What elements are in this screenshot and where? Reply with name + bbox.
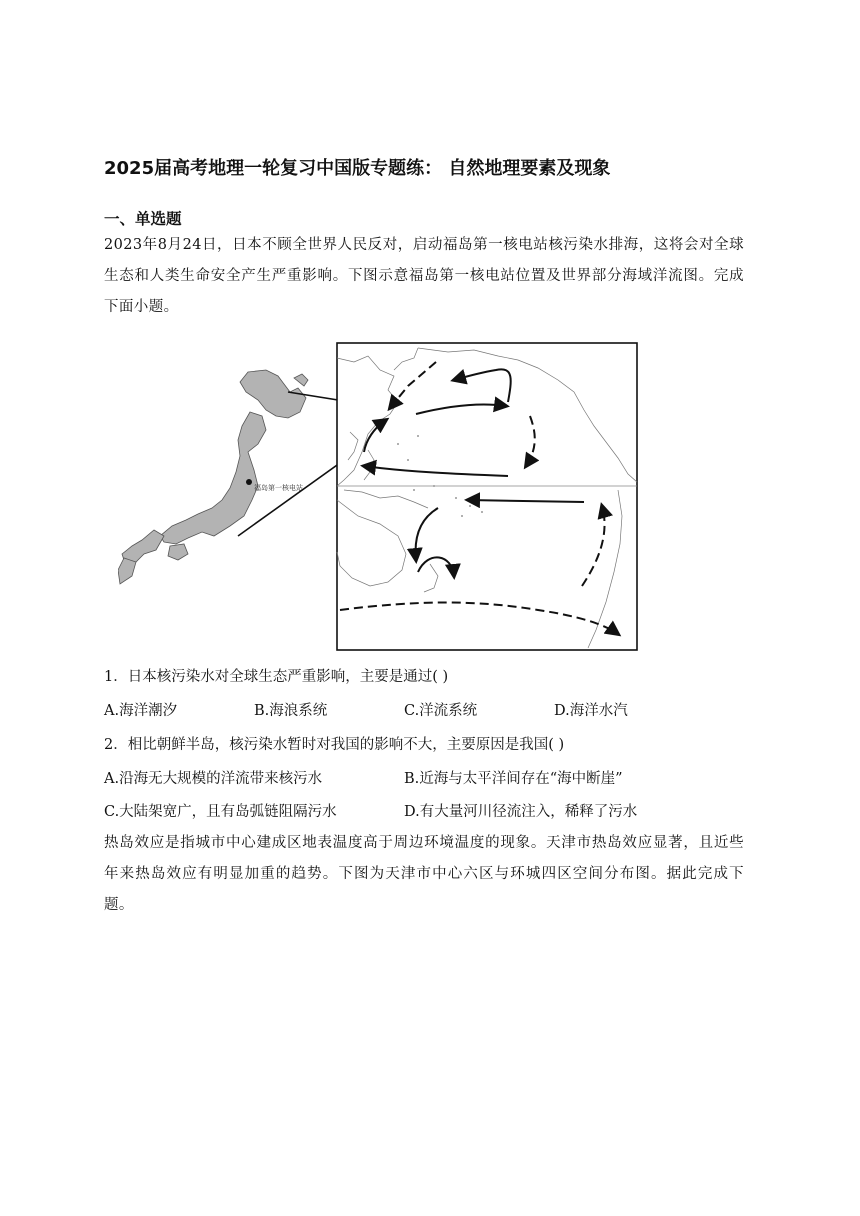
q2-option-a[interactable]: A.沿海无大规模的洋流带来核污水 [104,771,323,787]
station-label: 福岛第一核电站 [254,484,303,492]
ocean-current-map-figure [118,340,640,652]
q1-option-c[interactable]: C.洋流系统 [404,703,478,719]
q1-option-d[interactable]: D.海洋水汽 [554,703,628,719]
question-1-stem: 1．日本核污染水对全球生态严重影响，主要是通过( ) [104,669,449,685]
section-heading: 一、单选题 [104,210,182,228]
q2-option-c[interactable]: C.大陆架宽广，且有岛弧链阻隔污水 [104,804,337,820]
page-title: 2025届高考地理一轮复习中国版专题练： 自然地理要素及现象 [104,158,611,179]
fukushima-point-icon [246,479,252,485]
q2-option-b[interactable]: B.近海与太平洋间存在“海中断崖” [404,771,623,787]
q1-option-a[interactable]: A.海洋潮汐 [104,703,178,719]
q2-option-d[interactable]: D.有大量河川径流注入，稀释了污水 [404,804,638,820]
passage-heat-island: 热岛效应是指城市中心建成区地表温度高于周边环境温度的现象。天津市热岛效应显著，且近些年来热岛效应有明显加重的趋势。下图为天津市中心六区与环城四区空间分布图。据此完成下题。 [104,835,744,913]
japan-inset-map [118,370,308,584]
question-2-stem: 2．相比朝鲜半岛，核污染水暂时对我国的影响不大，主要原因是我国( ) [104,737,565,753]
q1-option-b[interactable]: B.海浪系统 [254,703,328,719]
passage-fukushima: 2023年8月24日，日本不顾全世界人民反对，启动福岛第一核电站核污染水排海，这将会对全球生态和人类生命安全产生严重影响。下图示意福岛第一核电站位置及世界部分海域洋流图。完成下面小题。 [104,237,744,315]
